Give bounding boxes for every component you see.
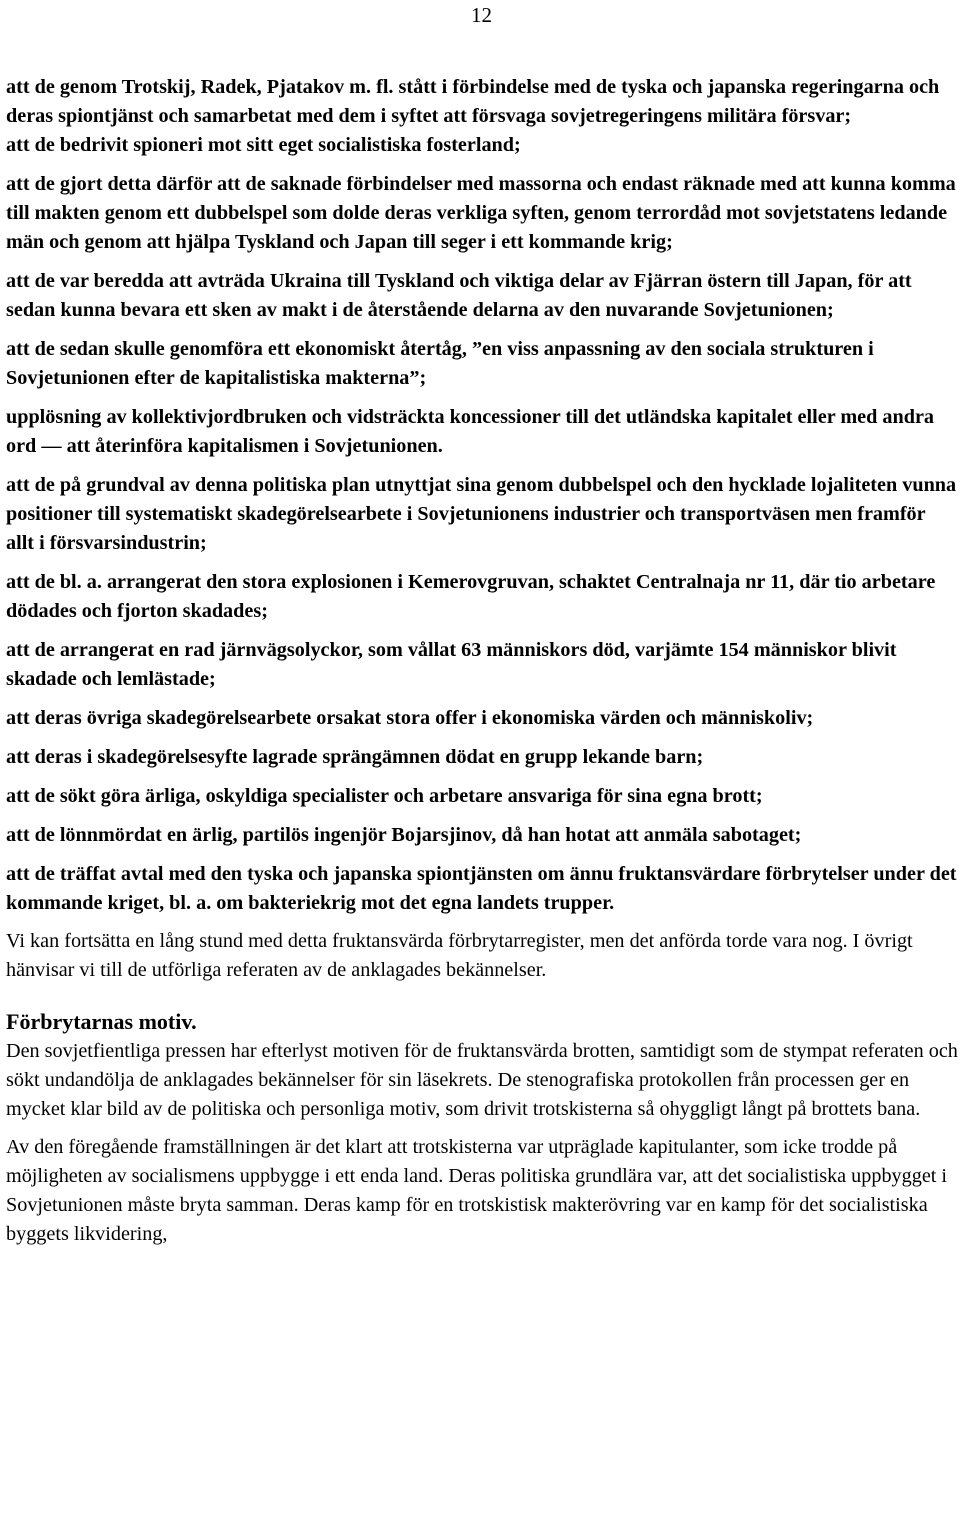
closing-paragraph: Vi kan fortsätta en lång stund med detta fruktansvärda förbrytarregister, men det anförda torde vara nog. I övrigt hänvisar vi till de utförliga referaten av de anklagades bekännelser. [6, 930, 913, 981]
charge-paragraph: att deras i skadegörelsesyfte lagrade sprängämnen dödat en grupp lekande barn; [6, 746, 704, 768]
section-heading: Förbrytarnas motiv. [6, 1009, 197, 1034]
charge-paragraph: att de genom Trotskij, Radek, Pjatakov m. fl. stått i förbindelse med de tyska och japanska regeringarna och deras spiontjänst och samarbetat med dem i syftet att försvaga sovjetregeringens militära försvar; [6, 76, 940, 127]
charge-paragraph: att de bedrivit spioneri mot sitt eget socialistiska fosterland; [6, 134, 521, 156]
page-number: 12 [471, 3, 492, 27]
body-paragraph: Av den föregående framställningen är det klart att trotskisterna var utpräglade kapitulanter, som icke trodde på möjligheten av socialismens uppbygge i ett enda land. Deras politiska grundlära var, att det socialistiska uppbygget i Sovjetunionen måste bryta samman. Deras kamp för en trotskistisk makterövring var en kamp för det socialistiska byggets likvidering, [6, 1136, 948, 1245]
charge-paragraph: att de bl. a. arrangerat den stora explosionen i Kemerovgruvan, schaktet Centralnaja nr 11, där tio arbetare dödades och fjorton skadades; [6, 571, 936, 622]
charge-paragraph: att de sökt göra ärliga, oskyldiga specialister och arbetare ansvariga för sina egna brott; [6, 785, 763, 807]
charge-paragraph: att de lönnmördat en ärlig, partilös ingenjör Bojarsjinov, då han hotat att anmäla sabotaget; [6, 824, 802, 846]
charge-paragraph: att de sedan skulle genomföra ett ekonomiskt återtåg, ”en viss anpassning av den sociala strukturen i Sovjetunionen efter de kapitalistiska makterna”; [6, 338, 874, 389]
body-paragraph: Den sovjetfientliga pressen har efterlyst motiven för de fruktansvärda brotten, samtidigt som de stympat referaten och sökt undandölja de anklagades bekännelser för sin läsekrets. De stenografiska protokollen från processen ger en mycket klar bild av de politiska och personliga motiv, som drivit trotskisterna så ohyggligt långt på brottets bana. [6, 1040, 958, 1120]
charge-paragraph: att de arrangerat en rad järnvägsolyckor, som vållat 63 människors död, varjämte 154 människor blivit skadade och lemlästade; [6, 639, 897, 690]
charge-paragraph: att de träffat avtal med den tyska och japanska spiontjänsten om ännu fruktansvärdare förbrytelser under det kommande kriget, bl. a. om bakteriekrig mot det egna landets trupper. [6, 863, 957, 914]
charge-paragraph: att de var beredda att avträda Ukraina till Tyskland och viktiga delar av Fjärran östern till Japan, för att sedan kunna bevara ett sken av makt i de återstående delarna av den nuvarande Sovjetunionen; [6, 270, 912, 321]
document-body [6, 73, 958, 1249]
charge-paragraph: att de gjort detta därför att de saknade förbindelser med massorna och endast räknade med att kunna komma till makten genom ett dubbelspel som dolde deras verkliga syften, genom terrordåd mot sovjetstatens ledande män och genom att hjälpa Tyskland och Japan till seger i ett kommande krig; [6, 173, 956, 253]
charge-paragraph: att deras övriga skadegörelsearbete orsakat stora offer i ekonomiska värden och människoliv; [6, 707, 814, 729]
charge-paragraph: upplösning av kollektivjordbruken och vidsträckta koncessioner till det utländska kapitalet eller med andra ord — att återinföra kapitalismen i Sovjetunionen. [6, 406, 934, 457]
charge-paragraph: att de på grundval av denna politiska plan utnyttjat sina genom dubbelspel och den hycklade lojaliteten vunna positioner till systematiskt skadegörelsearbete i Sovjetunionens industrier och transportväsen men framför allt i försvarsindustrin; [6, 474, 957, 554]
